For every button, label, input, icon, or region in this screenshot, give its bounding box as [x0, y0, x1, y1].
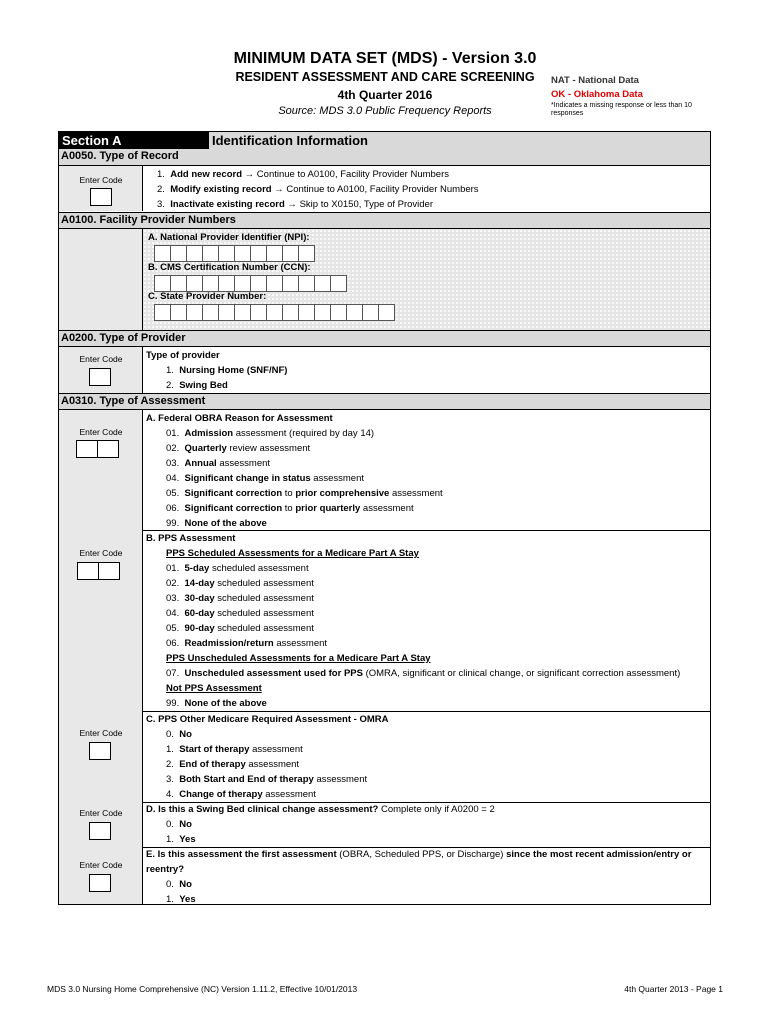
a0200-header: A0200. Type of Provider [59, 330, 710, 347]
form-title: MINIMUM DATA SET (MDS) - Version 3.0 [233, 50, 537, 67]
a0050-code-column [59, 166, 143, 211]
enter-code-label: Enter Code [79, 427, 123, 437]
option-line: 99. None of the above [166, 518, 267, 529]
option-line: 07. Unscheduled assessment used for PPS (OMRA, significant or clinical change, or significant correction assessment) [166, 668, 681, 679]
a0310b-title: B. PPS Assessment [146, 533, 236, 544]
enter-code-label: Enter Code [79, 728, 123, 738]
a0310c-block [146, 712, 389, 802]
a0310a-block [146, 411, 443, 531]
legend [551, 75, 701, 118]
a0100-dotted-area [143, 229, 710, 330]
a0310b-code-box-2[interactable] [98, 562, 120, 580]
a0310c-code-box[interactable] [89, 742, 111, 760]
mds-form [58, 131, 711, 905]
a0200-question: Type of provider [146, 350, 220, 361]
option-line: 02. 14-day scheduled assessment [166, 578, 314, 589]
a0100-header: A0100. Facility Provider Numbers [59, 212, 710, 229]
option-line: 0. No [166, 819, 192, 830]
npi-label: A. National Provider Identifier (NPI): [148, 232, 310, 243]
form-subtitle: RESIDENT ASSESSMENT AND CARE SCREENING [235, 70, 535, 84]
a0310a-code-box-1[interactable] [76, 440, 98, 458]
option-line: 05. Significant correction to prior comprehensive assessment [166, 488, 443, 499]
legend-nat: NAT - National Data [551, 75, 639, 86]
footer-left: MDS 3.0 Nursing Home Comprehensive (NC) Version 1.11.2, Effective 10/01/2013 [47, 984, 358, 994]
option-line: 2. Swing Bed [166, 380, 228, 391]
option-line: 03. Annual assessment [166, 458, 271, 469]
option-line: 06. Significant correction to prior quarterly assessment [166, 503, 414, 514]
option-line: 02. Quarterly review assessment [166, 443, 311, 454]
enter-code-label: Enter Code [79, 175, 123, 185]
form-source: Source: MDS 3.0 Public Frequency Reports [278, 105, 492, 117]
a0200-options [146, 348, 287, 393]
a0200-code-column [59, 347, 143, 393]
a0310-header: A0310. Type of Assessment [59, 393, 710, 410]
a0310d-title: D. Is this a Swing Bed clinical change assessment? Complete only if A0200 = 2 [146, 804, 495, 815]
a0310e-block [146, 847, 691, 907]
ccn-label: B. CMS Certification Number (CCN): [148, 262, 311, 273]
option-line: 03. 30-day scheduled assessment [166, 593, 314, 604]
option-line: 04. 60-day scheduled assessment [166, 608, 314, 619]
option-line: 0. No [166, 729, 192, 740]
option-line: 2. End of therapy assessment [166, 759, 300, 770]
option-line: 2. Modify existing record → Continue to A0100, Facility Provider Numbers [157, 184, 479, 195]
option-line: 4. Change of therapy assessment [166, 789, 316, 800]
pps-scheduled-heading: PPS Scheduled Assessments for a Medicare Part A Stay [166, 548, 419, 559]
a0310d-block [146, 802, 495, 847]
legend-ok: OK - Oklahoma Data [551, 89, 643, 100]
a0310b-code-box-1[interactable] [77, 562, 99, 580]
a0310b-block [146, 531, 680, 711]
option-line: 99. None of the above [166, 698, 267, 709]
state-provider-input-cells[interactable] [154, 304, 394, 321]
option-line: 01. 5-day scheduled assessment [166, 563, 309, 574]
a0310c-title: C. PPS Other Medicare Required Assessment - OMRA [146, 714, 389, 725]
footer-right: 4th Quarter 2013 - Page 1 [624, 984, 723, 994]
section-label: Section A [59, 132, 209, 149]
a0310a-code-box-2[interactable] [97, 440, 119, 458]
option-line: 1. Start of therapy assessment [166, 744, 303, 755]
option-line: 01. Admission assessment (required by day 14) [166, 428, 375, 439]
a0310d-code-box[interactable] [89, 822, 111, 840]
a0310e-title-line2: reentry? [146, 864, 185, 875]
legend-note: *Indicates a missing response or less than 10 responses [551, 102, 692, 117]
option-line: 0. No [166, 879, 192, 890]
option-line: 1. Yes [166, 894, 196, 905]
option-line: 1. Add new record → Continue to A0100, Facility Provider Numbers [157, 169, 449, 180]
option-line: 1. Yes [166, 834, 196, 845]
a0050-code-box[interactable] [90, 188, 112, 206]
enter-code-label: Enter Code [79, 860, 123, 870]
form-quarter: 4th Quarter 2016 [337, 88, 433, 102]
a0310a-title: A. Federal OBRA Reason for Assessment [146, 413, 333, 424]
a0050-options [157, 167, 479, 212]
a0310e-title: E. Is this assessment the first assessment (OBRA, Scheduled PPS, or Discharge) since the most recent admission/entry or [146, 849, 692, 860]
enter-code-label: Enter Code [79, 548, 123, 558]
a0310e-code-box[interactable] [89, 874, 111, 892]
enter-code-label: Enter Code [79, 808, 123, 818]
enter-code-label: Enter Code [79, 354, 123, 364]
a0050-header: A0050. Type of Record [59, 149, 710, 166]
state-provider-label: C. State Provider Number: [148, 291, 267, 302]
option-line: 1. Nursing Home (SNF/NF) [166, 365, 288, 376]
section-title: Identification Information [209, 132, 710, 149]
option-line: 06. Readmission/return assessment [166, 638, 328, 649]
option-line: 3. Both Start and End of therapy assessment [166, 774, 368, 785]
pps-unscheduled-heading: PPS Unscheduled Assessments for a Medicare Part A Stay [166, 653, 431, 664]
not-pps-heading: Not PPS Assessment [166, 683, 262, 694]
option-line: 05. 90-day scheduled assessment [166, 623, 314, 634]
a0310-code-column [59, 410, 143, 904]
option-line: 3. Inactivate existing record → Skip to X0150, Type of Provider [157, 199, 434, 210]
a0100-left-column [59, 229, 143, 330]
option-line: 04. Significant change in status assessment [166, 473, 364, 484]
a0200-code-box[interactable] [89, 368, 111, 386]
